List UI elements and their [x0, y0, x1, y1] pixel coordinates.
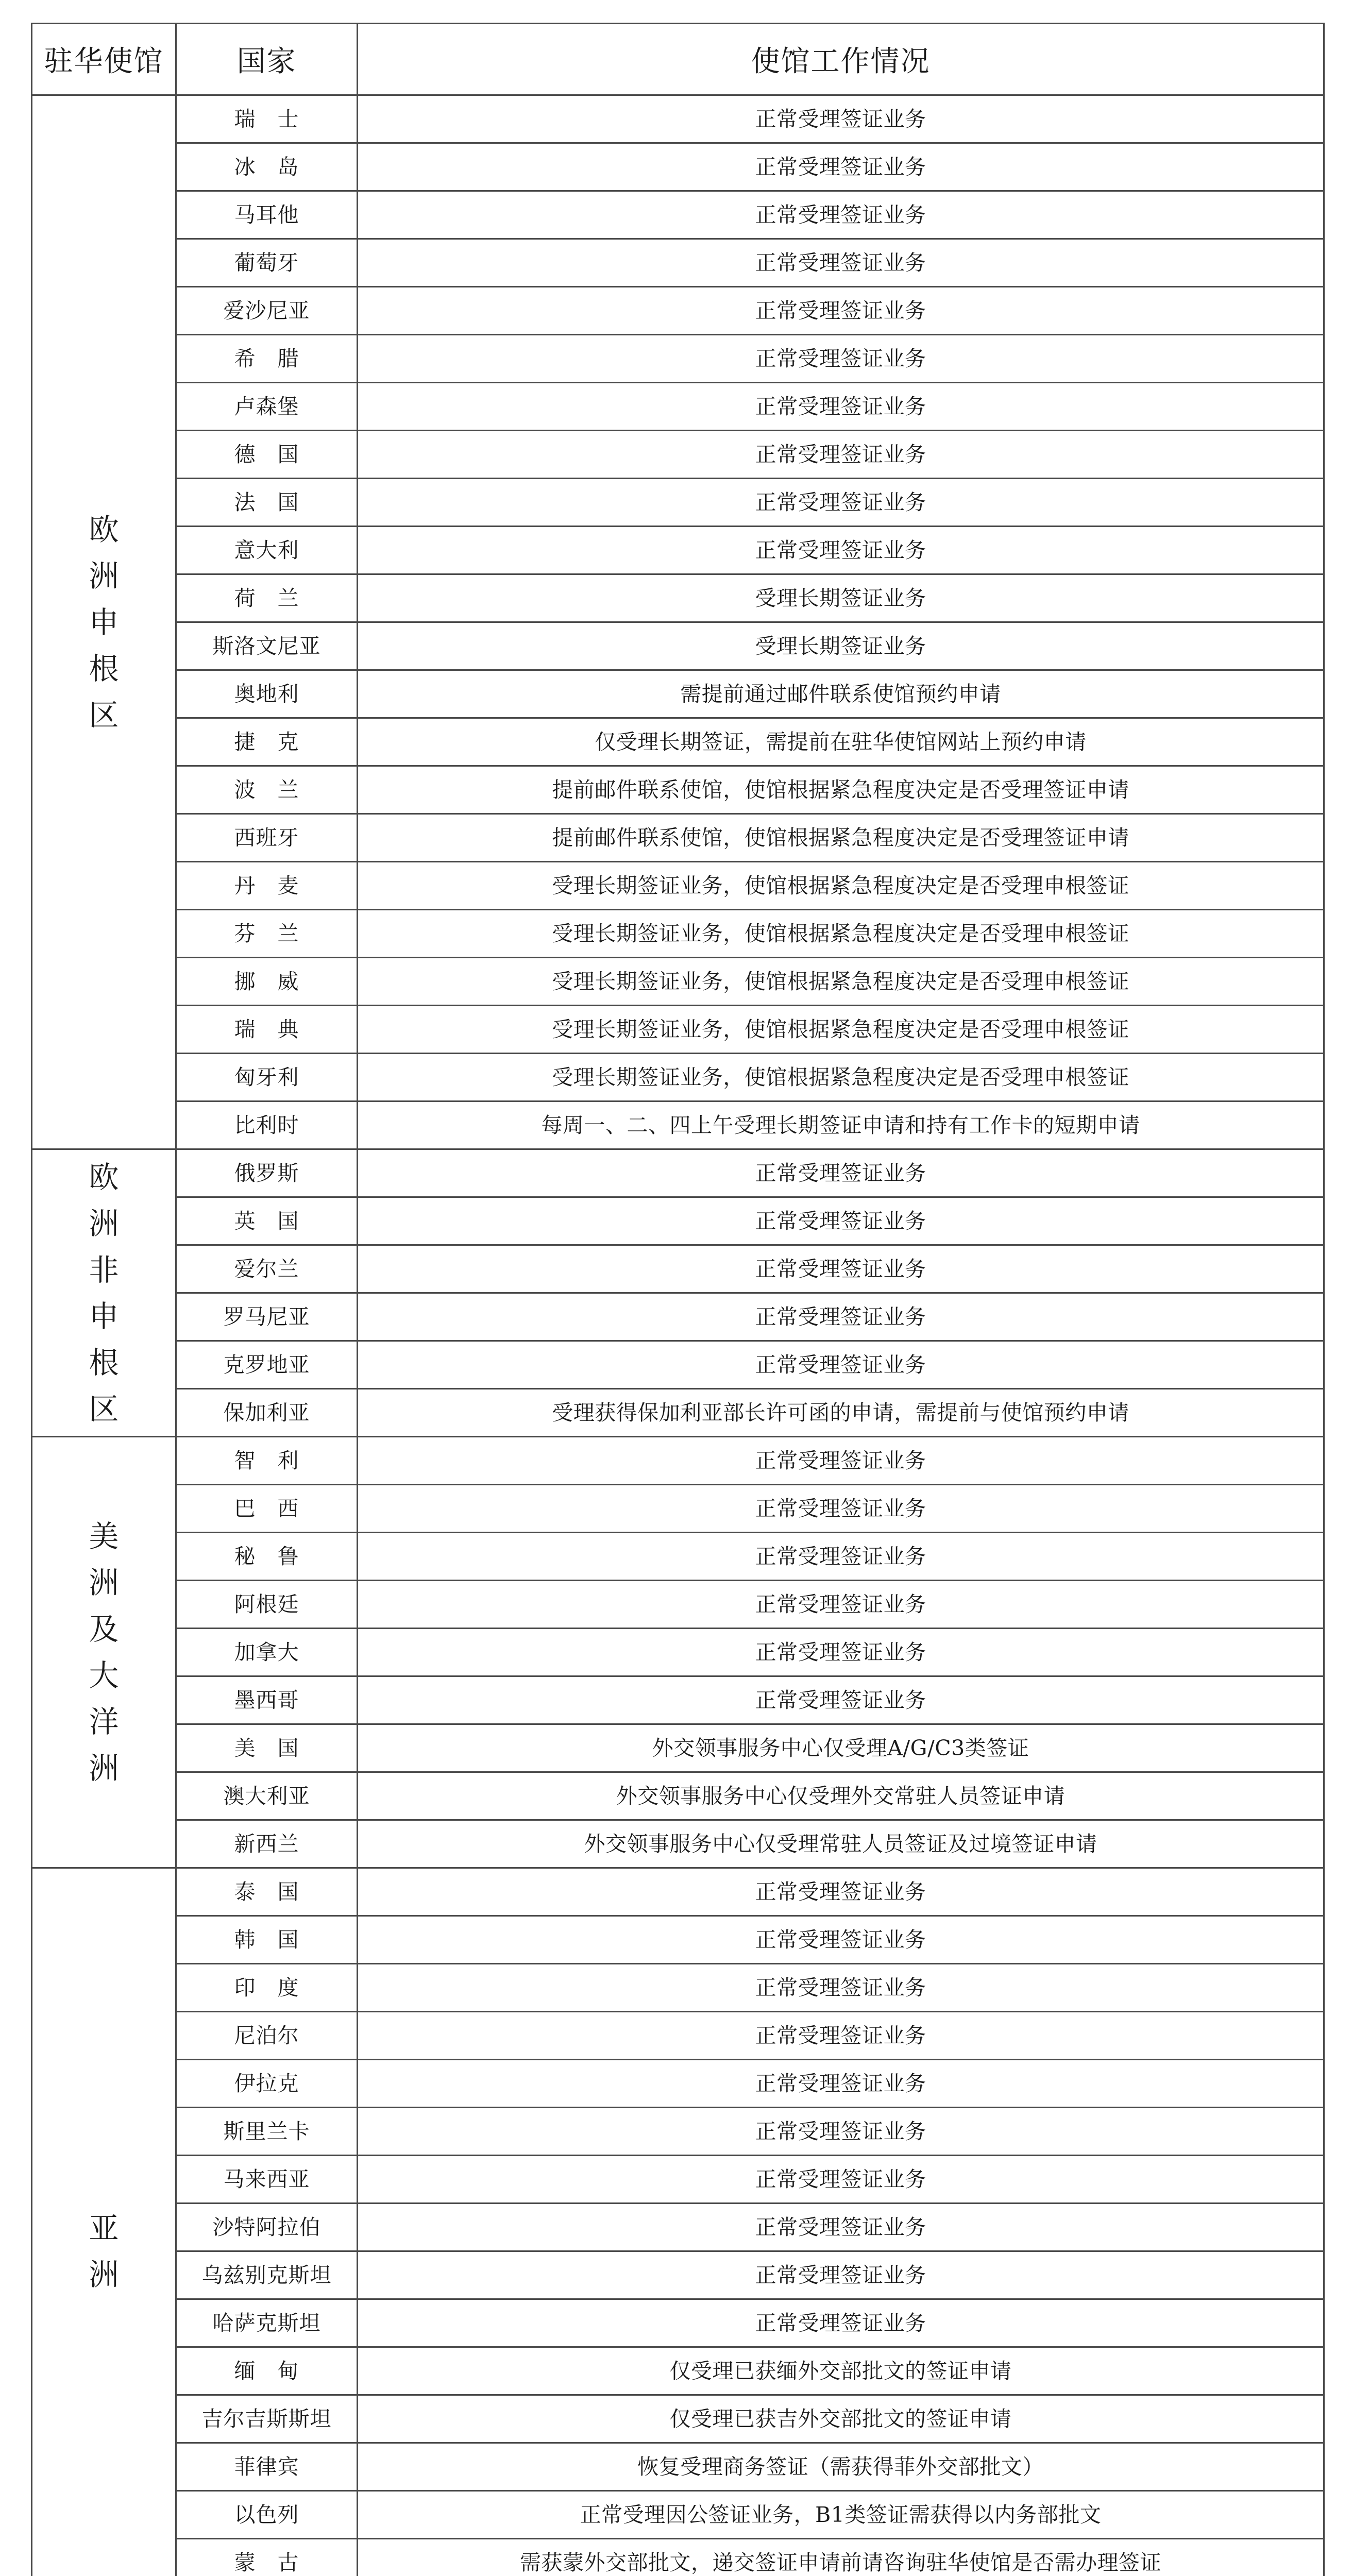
- country-cell: 哈萨克斯坦: [176, 2299, 358, 2347]
- country-cell: 巴 西: [176, 1485, 358, 1533]
- table-row: [32, 1437, 1324, 1485]
- country-cell: 阿根廷: [176, 1581, 358, 1629]
- region-cell: [32, 1868, 176, 2576]
- table-row: [32, 1485, 1324, 1533]
- country-cell: 英 国: [176, 1197, 358, 1245]
- table-row: [32, 383, 1324, 431]
- country-cell: 美 国: [176, 1724, 358, 1772]
- country-cell: 奥地利: [176, 670, 358, 718]
- status-cell: 正常受理签证业务: [358, 1964, 1324, 2012]
- status-cell: 正常受理签证业务: [358, 239, 1324, 287]
- country-cell: 芬 兰: [176, 910, 358, 958]
- table-row: [32, 431, 1324, 479]
- status-cell: 需获蒙外交部批文，递交签证申请前请咨询驻华使馆是否需办理签证: [358, 2539, 1324, 2576]
- country-cell: 斯里兰卡: [176, 2108, 358, 2156]
- status-cell: 受理长期签证业务: [358, 622, 1324, 670]
- status-cell: 正常受理签证业务: [358, 1581, 1324, 1629]
- country-cell: 匈牙利: [176, 1054, 358, 1101]
- country-cell: 冰 岛: [176, 143, 358, 191]
- region-cell: [32, 1437, 176, 1868]
- country-cell: 韩 国: [176, 1916, 358, 1964]
- table-row: [32, 1101, 1324, 1149]
- status-cell: 正常受理签证业务: [358, 1533, 1324, 1581]
- status-cell: 正常受理签证业务: [358, 143, 1324, 191]
- country-cell: 菲律宾: [176, 2443, 358, 2491]
- table-row: [32, 910, 1324, 958]
- status-cell: 正常受理签证业务: [358, 1245, 1324, 1293]
- table-row: [32, 1676, 1324, 1724]
- status-cell: 外交领事服务中心仅受理常驻人员签证及过境签证申请: [358, 1820, 1324, 1868]
- visa-status-document: [31, 23, 1323, 2576]
- table-row: [32, 2443, 1324, 2491]
- status-cell: 受理长期签证业务，使馆根据紧急程度决定是否受理申根签证: [358, 862, 1324, 910]
- status-cell: 正常受理签证业务: [358, 2012, 1324, 2060]
- table-row: [32, 2251, 1324, 2299]
- status-cell: 受理长期签证业务，使馆根据紧急程度决定是否受理申根签证: [358, 1006, 1324, 1054]
- status-cell: 正常受理签证业务: [358, 383, 1324, 431]
- table-row: [32, 1772, 1324, 1820]
- country-cell: 智 利: [176, 1437, 358, 1485]
- table-row: [32, 718, 1324, 766]
- status-cell: 受理长期签证业务: [358, 574, 1324, 622]
- table-row: [32, 239, 1324, 287]
- status-cell: 需提前通过邮件联系使馆预约申请: [358, 670, 1324, 718]
- table-row: [32, 1149, 1324, 1197]
- country-cell: 比利时: [176, 1101, 358, 1149]
- country-cell: 斯洛文尼亚: [176, 622, 358, 670]
- country-cell: 希 腊: [176, 335, 358, 383]
- country-cell: 蒙 古: [176, 2539, 358, 2576]
- status-cell: 正常受理签证业务: [358, 1293, 1324, 1341]
- table-row: [32, 862, 1324, 910]
- status-cell: 仅受理长期签证，需提前在驻华使馆网站上预约申请: [358, 718, 1324, 766]
- country-cell: 墨西哥: [176, 1676, 358, 1724]
- table-row: [32, 1820, 1324, 1868]
- table-row: [32, 1533, 1324, 1581]
- header-country: 国家: [176, 24, 358, 95]
- country-cell: 尼泊尔: [176, 2012, 358, 2060]
- table-body: [32, 95, 1324, 2576]
- country-cell: 波 兰: [176, 766, 358, 814]
- status-cell: 正常受理签证业务: [358, 479, 1324, 527]
- status-cell: 正常受理签证业务: [358, 1868, 1324, 1916]
- status-cell: 正常受理签证业务: [358, 191, 1324, 239]
- table-row: [32, 766, 1324, 814]
- status-cell: 正常受理签证业务: [358, 2251, 1324, 2299]
- table-row: [32, 95, 1324, 143]
- table-row: [32, 2299, 1324, 2347]
- status-cell: 受理长期签证业务，使馆根据紧急程度决定是否受理申根签证: [358, 910, 1324, 958]
- table-row: [32, 1916, 1324, 1964]
- status-cell: 正常受理因公签证业务，B1类签证需获得以内务部批文: [358, 2491, 1324, 2539]
- status-cell: 正常受理签证业务: [358, 1149, 1324, 1197]
- country-cell: 澳大利亚: [176, 1772, 358, 1820]
- region-cell: [32, 95, 176, 1149]
- table-row: [32, 1389, 1324, 1437]
- country-cell: 沙特阿拉伯: [176, 2204, 358, 2251]
- table-row: [32, 2060, 1324, 2108]
- header-status: 使馆工作情况: [358, 24, 1324, 95]
- country-cell: 新西兰: [176, 1820, 358, 1868]
- status-cell: 正常受理签证业务: [358, 1629, 1324, 1676]
- country-cell: 卢森堡: [176, 383, 358, 431]
- table-row: [32, 2395, 1324, 2443]
- status-cell: 正常受理签证业务: [358, 1197, 1324, 1245]
- country-cell: 乌兹别克斯坦: [176, 2251, 358, 2299]
- country-cell: 缅 甸: [176, 2347, 358, 2395]
- country-cell: 泰 国: [176, 1868, 358, 1916]
- country-cell: 印 度: [176, 1964, 358, 2012]
- status-cell: 每周一、二、四上午受理长期签证申请和持有工作卡的短期申请: [358, 1101, 1324, 1149]
- table-row: [32, 335, 1324, 383]
- status-cell: 正常受理签证业务: [358, 431, 1324, 479]
- embassy-visa-table: [31, 23, 1325, 2576]
- table-row: [32, 2539, 1324, 2576]
- country-cell: 克罗地亚: [176, 1341, 358, 1389]
- country-cell: 马来西亚: [176, 2156, 358, 2204]
- country-cell: 保加利亚: [176, 1389, 358, 1437]
- country-cell: 捷 克: [176, 718, 358, 766]
- table-header-row: [32, 24, 1324, 95]
- country-cell: 葡萄牙: [176, 239, 358, 287]
- status-cell: 提前邮件联系使馆，使馆根据紧急程度决定是否受理签证申请: [358, 766, 1324, 814]
- region-label: 美洲及大洋洲: [89, 1519, 119, 1786]
- country-cell: 爱沙尼亚: [176, 287, 358, 335]
- country-cell: 挪 威: [176, 958, 358, 1006]
- status-cell: 正常受理签证业务: [358, 1341, 1324, 1389]
- table-row: [32, 1964, 1324, 2012]
- status-cell: 外交领事服务中心仅受理外交常驻人员签证申请: [358, 1772, 1324, 1820]
- table-row: [32, 1341, 1324, 1389]
- status-cell: 正常受理签证业务: [358, 1676, 1324, 1724]
- country-cell: 马耳他: [176, 191, 358, 239]
- status-cell: 仅受理已获缅外交部批文的签证申请: [358, 2347, 1324, 2395]
- status-cell: 正常受理签证业务: [358, 335, 1324, 383]
- status-cell: 正常受理签证业务: [358, 1485, 1324, 1533]
- table-row: [32, 814, 1324, 862]
- country-cell: 法 国: [176, 479, 358, 527]
- status-cell: 正常受理签证业务: [358, 2156, 1324, 2204]
- country-cell: 罗马尼亚: [176, 1293, 358, 1341]
- table-row: [32, 1293, 1324, 1341]
- status-cell: 恢复受理商务签证（需获得菲外交部批文）: [358, 2443, 1324, 2491]
- table-row: [32, 958, 1324, 1006]
- region-cell: [32, 1149, 176, 1437]
- status-cell: 提前邮件联系使馆，使馆根据紧急程度决定是否受理签证申请: [358, 814, 1324, 862]
- status-cell: 正常受理签证业务: [358, 2060, 1324, 2108]
- region-label: 亚洲: [89, 2210, 119, 2292]
- table-row: [32, 622, 1324, 670]
- status-cell: 受理长期签证业务，使馆根据紧急程度决定是否受理申根签证: [358, 958, 1324, 1006]
- table-row: [32, 1629, 1324, 1676]
- country-cell: 爱尔兰: [176, 1245, 358, 1293]
- table-row: [32, 479, 1324, 527]
- table-row: [32, 143, 1324, 191]
- status-cell: 正常受理签证业务: [358, 1437, 1324, 1485]
- status-cell: 受理长期签证业务，使馆根据紧急程度决定是否受理申根签证: [358, 1054, 1324, 1101]
- country-cell: 德 国: [176, 431, 358, 479]
- table-row: [32, 1054, 1324, 1101]
- table-row: [32, 191, 1324, 239]
- region-label: 欧洲非申根区: [89, 1159, 119, 1427]
- table-row: [32, 1724, 1324, 1772]
- table-row: [32, 1868, 1324, 1916]
- country-cell: 以色列: [176, 2491, 358, 2539]
- status-cell: 受理获得保加利亚部长许可函的申请，需提前与使馆预约申请: [358, 1389, 1324, 1437]
- country-cell: 西班牙: [176, 814, 358, 862]
- table-row: [32, 1197, 1324, 1245]
- country-cell: 瑞 典: [176, 1006, 358, 1054]
- table-row: [32, 2108, 1324, 2156]
- header-embassy: 驻华使馆: [32, 24, 176, 95]
- status-cell: 正常受理签证业务: [358, 1916, 1324, 1964]
- status-cell: 正常受理签证业务: [358, 2108, 1324, 2156]
- country-cell: 意大利: [176, 527, 358, 574]
- country-cell: 加拿大: [176, 1629, 358, 1676]
- status-cell: 仅受理已获吉外交部批文的签证申请: [358, 2395, 1324, 2443]
- table-row: [32, 2012, 1324, 2060]
- status-cell: 正常受理签证业务: [358, 527, 1324, 574]
- status-cell: 正常受理签证业务: [358, 287, 1324, 335]
- table-row: [32, 670, 1324, 718]
- status-cell: 正常受理签证业务: [358, 2204, 1324, 2251]
- region-label: 欧洲申根区: [89, 512, 119, 733]
- country-cell: 俄罗斯: [176, 1149, 358, 1197]
- country-cell: 荷 兰: [176, 574, 358, 622]
- table-row: [32, 2347, 1324, 2395]
- table-row: [32, 2491, 1324, 2539]
- table-row: [32, 574, 1324, 622]
- country-cell: 秘 鲁: [176, 1533, 358, 1581]
- table-row: [32, 287, 1324, 335]
- country-cell: 瑞 士: [176, 95, 358, 143]
- table-row: [32, 2204, 1324, 2251]
- country-cell: 丹 麦: [176, 862, 358, 910]
- status-cell: 正常受理签证业务: [358, 95, 1324, 143]
- table-row: [32, 1581, 1324, 1629]
- table-row: [32, 2156, 1324, 2204]
- status-cell: 外交领事服务中心仅受理A/G/C3类签证: [358, 1724, 1324, 1772]
- table-row: [32, 1006, 1324, 1054]
- status-cell: 正常受理签证业务: [358, 2299, 1324, 2347]
- country-cell: 吉尔吉斯斯坦: [176, 2395, 358, 2443]
- table-row: [32, 527, 1324, 574]
- country-cell: 伊拉克: [176, 2060, 358, 2108]
- table-row: [32, 1245, 1324, 1293]
